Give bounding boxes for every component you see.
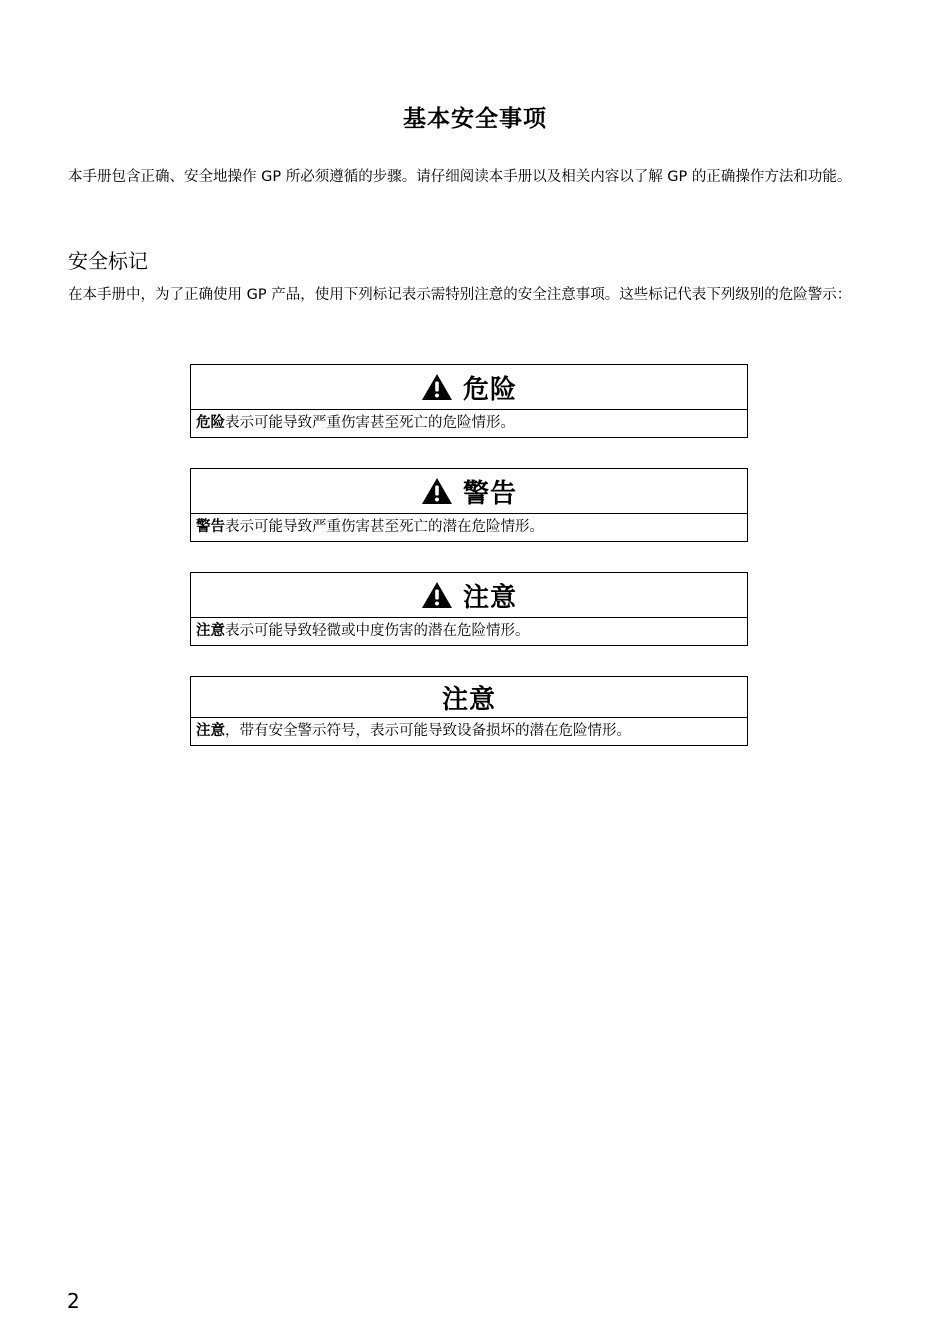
notice-text: ，带有安全警示符号，表示可能导致设备损坏的潜在危险情形。: [225, 723, 631, 739]
warning-description: [191, 514, 747, 541]
warning-triangle-icon: [421, 373, 453, 401]
notice-term: 注意: [196, 723, 225, 739]
warning-heading: 警告: [462, 478, 517, 509]
warning-term: 警告: [196, 519, 225, 535]
caution-description: [191, 618, 747, 645]
section-title: 安全标记: [68, 249, 148, 273]
warning-triangle-icon: [421, 581, 453, 609]
notice-box: [190, 676, 748, 746]
caution-text: 表示可能导致轻微或中度伤害的潜在危险情形。: [225, 623, 530, 639]
caution-box: [190, 572, 748, 646]
danger-box-header: [191, 365, 747, 410]
danger-text: 表示可能导致严重伤害甚至死亡的危险情形。: [225, 415, 515, 431]
page-title: 基本安全事项: [403, 106, 547, 132]
notice-heading: 注意: [441, 684, 496, 715]
warning-triangle-icon: [421, 477, 453, 505]
danger-box: [190, 364, 748, 438]
intro-paragraph: 本手册包含正确、安全地操作 GP 所必须遵循的步骤。请仔细阅读本手册以及相关内容以了解 GP 的正确操作方法和功能。: [68, 169, 852, 185]
danger-term: 危险: [196, 415, 225, 431]
danger-description: [191, 410, 747, 437]
danger-heading: 危险: [462, 374, 517, 405]
caution-heading: 注意: [462, 582, 517, 613]
section-paragraph: 在本手册中，为了正确使用 GP 产品，使用下列标记表示需特别注意的安全注意事项。这些标记代表下列级别的危险警示：: [68, 287, 852, 303]
notice-box-header: [191, 677, 747, 718]
notice-description: [191, 718, 747, 745]
warning-text: 表示可能导致严重伤害甚至死亡的潜在危险情形。: [225, 519, 544, 535]
caution-term: 注意: [196, 623, 225, 639]
warning-box-header: [191, 469, 747, 514]
page-number: 2: [67, 1289, 80, 1313]
warning-box: [190, 468, 748, 542]
caution-box-header: [191, 573, 747, 618]
